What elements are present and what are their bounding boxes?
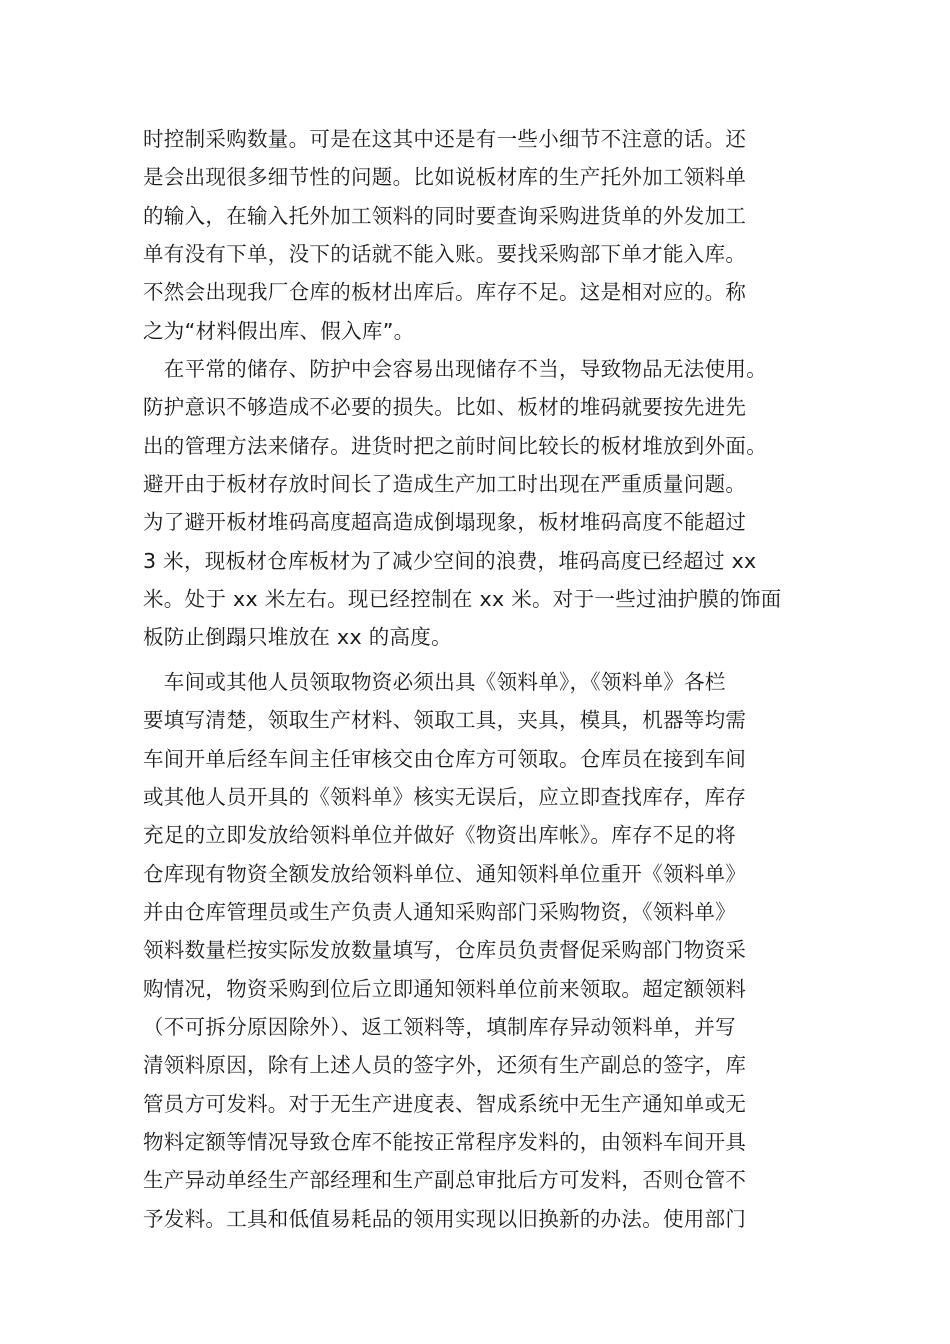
text-line: 物料定额等情况导致仓库不能按正常程序发料的，由领料车间开具 [143,1129,747,1154]
text-line: 车间或其他人员领取物资必须出具《领料单》，《领料单》各栏 [143,669,726,694]
body-text [143,120,807,1238]
text-line: 清领料原因，除有上述人员的签字外，还须有生产副总的签字，库 [143,1053,747,1078]
text-line: 生产异动单经生产部经理和生产副总审批后方可发料，否则仓管不 [143,1168,747,1193]
text-line: （不可拆分原因除外）、返工领料等，填制库存异动领料单，并写 [143,1014,736,1039]
text-line: 充足的立即发放给领料单位并做好《物资出库帐》。库存不足的将 [143,823,736,848]
text-line: 要填写清楚，领取生产材料、领取工具，夹具，模具，机器等均需 [143,708,747,733]
paragraph-3 [143,663,807,1238]
text-line: 米。处于 xx 米左右。现已经控制在 xx 米。对于一些过油护膜的饰面 [143,587,782,612]
paragraph-2 [143,350,807,657]
text-line: 车间开单后经车间主任审核交由仓库方可领取。仓库员在接到车间 [143,746,747,771]
text-line: 出的管理方法来储存。进货时把之前时间比较长的板材堆放到外面。 [143,433,767,458]
text-line: 之为“材料假出库、假入库”。 [143,318,415,343]
text-line: 不然会出现我厂仓库的板材出库后。库存不足。这是相对应的。称 [143,280,747,305]
text-line: 在平常的储存、防护中会容易出现储存不当，导致物品无法使用。 [143,357,767,382]
text-line: 时控制采购数量。可是在这其中还是有一些小细节不注意的话。还 [143,127,747,151]
text-line: 单有没有下单，没下的话就不能入账。要找采购部下单才能入库。 [143,242,747,267]
text-line: 购情况，物资采购到位后立即通知领料单位前来领取。超定额领料 [143,976,747,1001]
text-line: 是会出现很多细节性的问题。比如说板材库的生产托外加工领料单 [143,165,747,190]
text-line: 领料数量栏按实际发放数量填写，仓库员负责督促采购部门物资采 [143,938,747,963]
text-line: 或其他人员开具的《领料单》核实无误后，应立即查找库存，库存 [143,784,747,809]
paragraph-1 [143,120,807,350]
text-line: 避开由于板材存放时间长了造成生产加工时出现在严重质量问题。 [143,472,747,497]
text-line: 并由仓库管理员或生产负责人通知采购部门采购物资，《领料单》 [143,899,736,924]
text-line: 仓库现有物资全额发放给领料单位、通知领料单位重开《领料单》 [143,861,747,886]
text-line: 管员方可发料。对于无生产进度表、智成系统中无生产通知单或无 [143,1091,747,1116]
text-line: 的输入，在输入托外加工领料的同时要查询采购进货单的外发加工 [143,203,747,228]
text-line: 为了避开板材堆码高度超高造成倒塌现象，板材堆码高度不能超过 [143,510,747,535]
text-line: 3 米，现板材仓库板材为了减少空间的浪费，堆码高度已经超过 xx [143,548,757,573]
text-line: 板防止倒蹋只堆放在 xx 的高度。 [143,625,452,650]
text-line: 予发料。工具和低值易耗品的领用实现以旧换新的办法。使用部门 [143,1206,747,1231]
text-line: 防护意识不够造成不必要的损失。比如、板材的堆码就要按先进先 [143,395,747,420]
